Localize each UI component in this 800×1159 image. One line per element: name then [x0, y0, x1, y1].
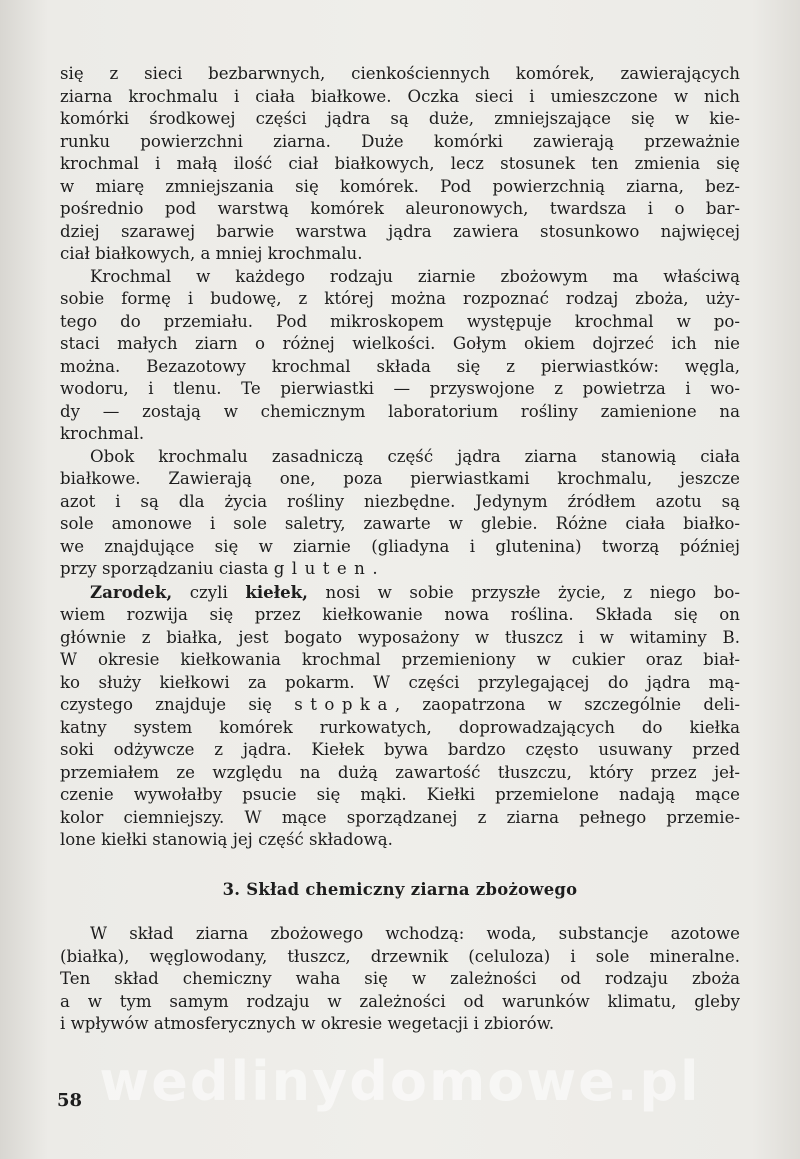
text-line: katny system komórek rurkowatych, doprowadzających do kiełka	[60, 717, 740, 737]
paragraph-3	[60, 446, 740, 581]
paragraph-4	[60, 581, 740, 852]
text-line: we znajdujące się w ziarnie (gliadyna i glutenina) tworzą później	[60, 536, 740, 556]
text-line: i wpływów atmosferycznych w okresie wegetacji i zbiorów.	[60, 1014, 555, 1033]
text-line: można. Bezazotowy krochmal składa się z pierwiastków: węgla,	[60, 356, 740, 376]
text-fragment: przy sporządzaniu ciasta	[60, 559, 269, 578]
paragraph-5	[60, 923, 740, 1036]
text-line: Obok krochmalu zasadniczą część jądra ziarna stanowią ciała	[90, 446, 740, 466]
text-line: krochmal.	[60, 424, 145, 443]
text-fragment: , zaopatrzona w szczególnie deli-	[394, 695, 740, 714]
paragraph-2	[60, 266, 740, 446]
text-line: ko służy kiełkowi za pokarm. W części przylegającej do jądra mą-	[60, 672, 740, 692]
text-line: wodoru, i tlenu. Te pierwiastki — przyswojone z powietrza i wo-	[60, 379, 740, 398]
text-line	[60, 581, 740, 605]
text-line: a w tym samym rodzaju w zależności od warunków klimatu, gleby	[60, 991, 740, 1011]
paragraph-1	[60, 63, 740, 266]
watermark-text: wedlinydomowe.pl	[99, 1050, 701, 1113]
text-line: sole amonowe i sole saletry, zawarte w glebie. Różne ciała białko-	[60, 514, 740, 533]
text-line: się z sieci bezbarwnych, cienkościennych komórek, zawierających	[60, 64, 740, 83]
text-line: dy — zostają w chemicznym laboratorium rośliny zamienione na	[60, 401, 740, 421]
text-line: kolor ciemniejszy. W mące sporządzanej z ziarna pełnego przemie-	[60, 807, 740, 827]
text-line: przemiałem ze względu na dużą zawartość tłuszczu, który przez jeł-	[60, 762, 740, 782]
text-line: Ten skład chemiczny waha się w zależności od rodzaju zboża	[60, 969, 740, 988]
text-line: runku powierzchni ziarna. Duże komórki zawierają przeważnie	[60, 131, 740, 151]
text-line: ciał białkowych, a mniej krochmalu.	[60, 244, 363, 263]
text-line: soki odżywcze z jądra. Kiełek bywa bardzo często usuwany przed	[60, 740, 740, 759]
text-line	[60, 694, 740, 717]
text-line	[60, 558, 740, 581]
section-heading: 3. Skład chemiczny ziarna zbożowego	[222, 879, 578, 899]
page-number: 58	[57, 1090, 83, 1111]
text-line: Krochmal w każdego rodzaju ziarnie zbożowym ma właściwą	[90, 266, 740, 286]
text-line: lone kiełki stanowią jej część składową.	[60, 830, 393, 849]
text-fragment: czyli	[172, 582, 246, 602]
text-line: dziej szarawej barwie warstwa jądra zawiera stosunkowo najwięcej	[60, 221, 740, 241]
text-line: (białka), węglowodany, tłuszcz, drzewnik (celuloza) i sole mineralne.	[60, 946, 740, 966]
text-fragment: czystego znajduje się	[60, 695, 272, 714]
text-line: tego do przemiału. Pod mikroskopem występuje krochmal w po-	[60, 311, 740, 331]
bold-term-zarodek: Zarodek,	[90, 581, 173, 602]
spaced-term-stopka: stopka	[294, 695, 395, 714]
text-line: wiem rozwija się przez kiełkowanie nowa roślina. Składa się on	[60, 605, 740, 624]
text-line: krochmal i małą ilość ciał białkowych, lecz stosunek ten zmienia się	[60, 154, 740, 173]
text-line: sobie formę i budowę, z której można rozpoznać rodzaj zboża, uży-	[60, 289, 740, 308]
text-line: w miarę zmniejszania się komórek. Pod powierzchnią ziarna, bez-	[60, 176, 740, 196]
text-fragment: .	[372, 559, 378, 578]
text-line: staci małych ziarn o różnej wielkości. Gołym okiem dojrzeć ich nie	[60, 334, 740, 353]
text-block	[60, 63, 740, 1036]
text-fragment: nosi w sobie przyszłe życie, z niego bo-	[307, 582, 740, 602]
text-line: białkowe. Zawierają one, poza pierwiastkami krochmalu, jeszcze	[60, 469, 740, 488]
text-line: ziarna krochmalu i ciała białkowe. Oczka sieci i umieszczone w nich	[60, 86, 740, 106]
text-line: W skład ziarna zbożowego wchodzą: woda, substancje azotowe	[90, 924, 740, 943]
spaced-term-gluten: gluten	[273, 559, 373, 578]
text-line: komórki środkowej części jądra są duże, zmniejszające się w kie-	[60, 109, 740, 128]
text-line: azot i są dla życia rośliny niezbędne. Jedynym źródłem azotu są	[60, 491, 740, 511]
text-line: pośrednio pod warstwą komórek aleuronowych, twardsza i o bar-	[60, 199, 740, 218]
text-line: czenie wywołałby psucie się mąki. Kiełki przemielone nadają mące	[60, 785, 740, 804]
text-line: W okresie kiełkowania krochmal przemieniony w cukier oraz biał-	[60, 650, 740, 669]
text-line: głównie z białka, jest bogato wyposażony w tłuszcz i w witaminy B.	[60, 627, 740, 647]
bold-term-kielek: kiełek,	[245, 581, 308, 602]
